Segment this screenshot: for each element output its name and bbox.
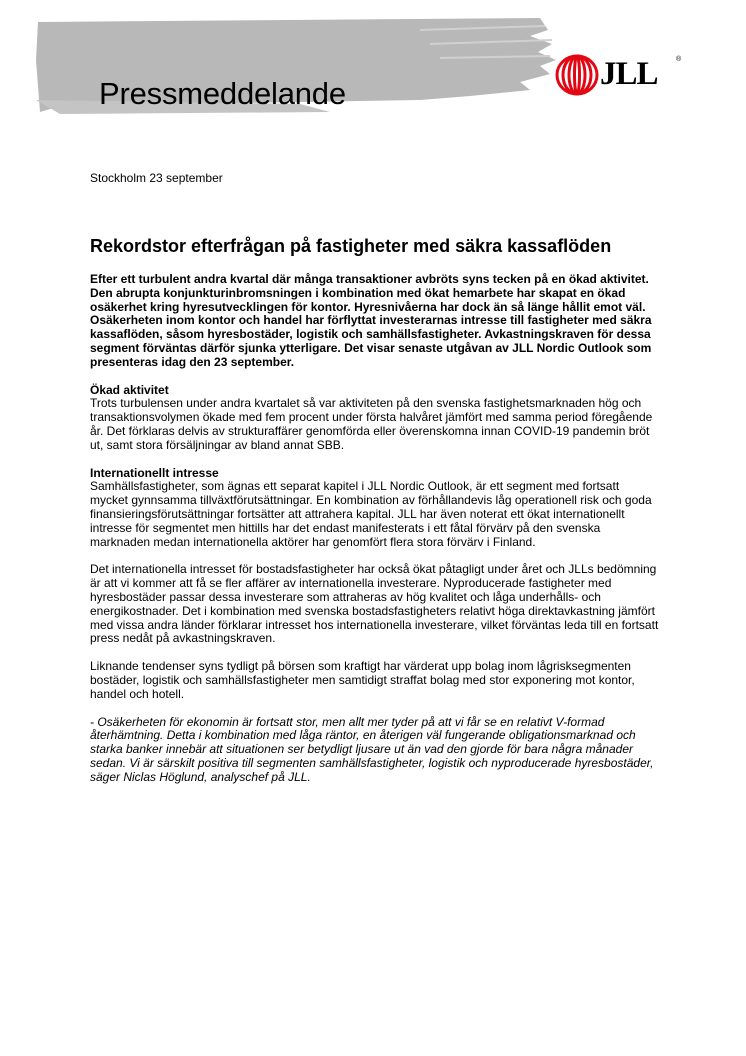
registered-mark: ® [676, 56, 682, 63]
section-internationellt [90, 467, 660, 550]
logo-wordmark: JLL [600, 56, 658, 92]
dateline: Stockholm 23 september [90, 171, 223, 185]
article-headline: Rekordstor efterfrågan på fastigheter med säkra kassaflöden [90, 236, 612, 256]
jll-logo-mark-icon [555, 54, 599, 96]
section-body-aktivitet: Trots turbulensen under andra kvartalet så var aktiviteten på den svenska fastighetsmarknaden hög och transaktionsvolymen ökade med fem procent under första halvåret jämfört med samma period föregående år. Det förklaras delvis av strukturaffärer genomförda eller överenskomna innan COVID-19 pandemin bröt ut, samt stora försäljningar av bland annat SBB. [90, 396, 653, 452]
press-release-article [90, 235, 660, 799]
paragraph-bostader: Det internationella intresset för bostadsfastigheter har också ökat påtagligt under året och JLLs bedömning är att vi kommer att få se fler affärer av internationella investerare. Nyproducerade fastigheter med hyresbostäder passar dessa investerare som attraheras av hög kvalitet och låga underhålls- och energikostnader. Det i kombination med svenska bostadsfastigheters relativt höga direktavkastning jämfört med vissa andra länder förklarar intresset hos internationella investerare, vilket förväntas leda till en fortsatt press nedåt på avkastningskraven. [90, 562, 659, 646]
article-lead: Efter ett turbulent andra kvartal där många transaktioner avbröts syns tecken på en ökad aktivitet. Den abrupta konjunkturinbromsningen i kombination med ökat hemarbete har skapat en ökad osäkerhet kring hyresutvecklingen för kontor. Hyresnivåerna har dock än så länge hållit emot väl. Osäkerheten inom kontor och handel har förflyttat investerarnas intresse till fastigheter med säkra kassaflöden, såsom hyresbostäder, logistik och samhällsfastigheter. Avkastningskraven för dessa segment förväntas därför sjunka ytterligare. Det visar senaste utgåvan av JLL Nordic Outlook som presenteras idag den 23 september. [90, 272, 652, 369]
section-aktivitet [90, 384, 660, 453]
section-heading-internationellt: Internationellt intresse [90, 465, 219, 480]
jll-logo [555, 54, 685, 96]
quote-paragraph: - Osäkerheten för ekonomin är fortsatt stor, men allt mer tyder på att vi får se en relativt V-formad återhämtning. Detta i kombination med låga räntor, en återigen väl fungerande obligationsmarknad och starka banker innebär att situationen ser betydligt ljusare ut än vad den gjorde för bara några månader sedan. Vi är särskilt positiva till segmenten samhällsfastigheter, logistik och nyproducerade hyresbostäder, säger Niclas Höglund, analyschef på JLL. [90, 714, 654, 784]
section-body-internationellt: Samhällsfastigheter, som ägnas ett separat kapitel i JLL Nordic Outlook, är ett segment med fortsatt mycket gynnsamma tillväxtförutsättningar. En kombination av förhållandevis låg operationell risk och goda finansieringsförutsättningar fortsätter att attrahera kapital. JLL har även noterat ett ökat internationellt intresse för segmentet men hittills har det endast manifesterats i ett fåtal förvärv på den svenska marknaden medan internationella aktörer har genomfört flera stora förvärv i Finland. [90, 479, 652, 549]
page-title: Pressmeddelande [99, 76, 346, 111]
paragraph-borsen: Liknande tendenser syns tydligt på börsen som kraftigt har värderat upp bolag inom lågrisksegmenten bostäder, logistik och samhällsfastigheter men samtidigt straffat bolag med stor exponering mot kontor, handel och hotell. [90, 659, 635, 701]
section-heading-aktivitet: Ökad aktivitet [90, 382, 169, 397]
